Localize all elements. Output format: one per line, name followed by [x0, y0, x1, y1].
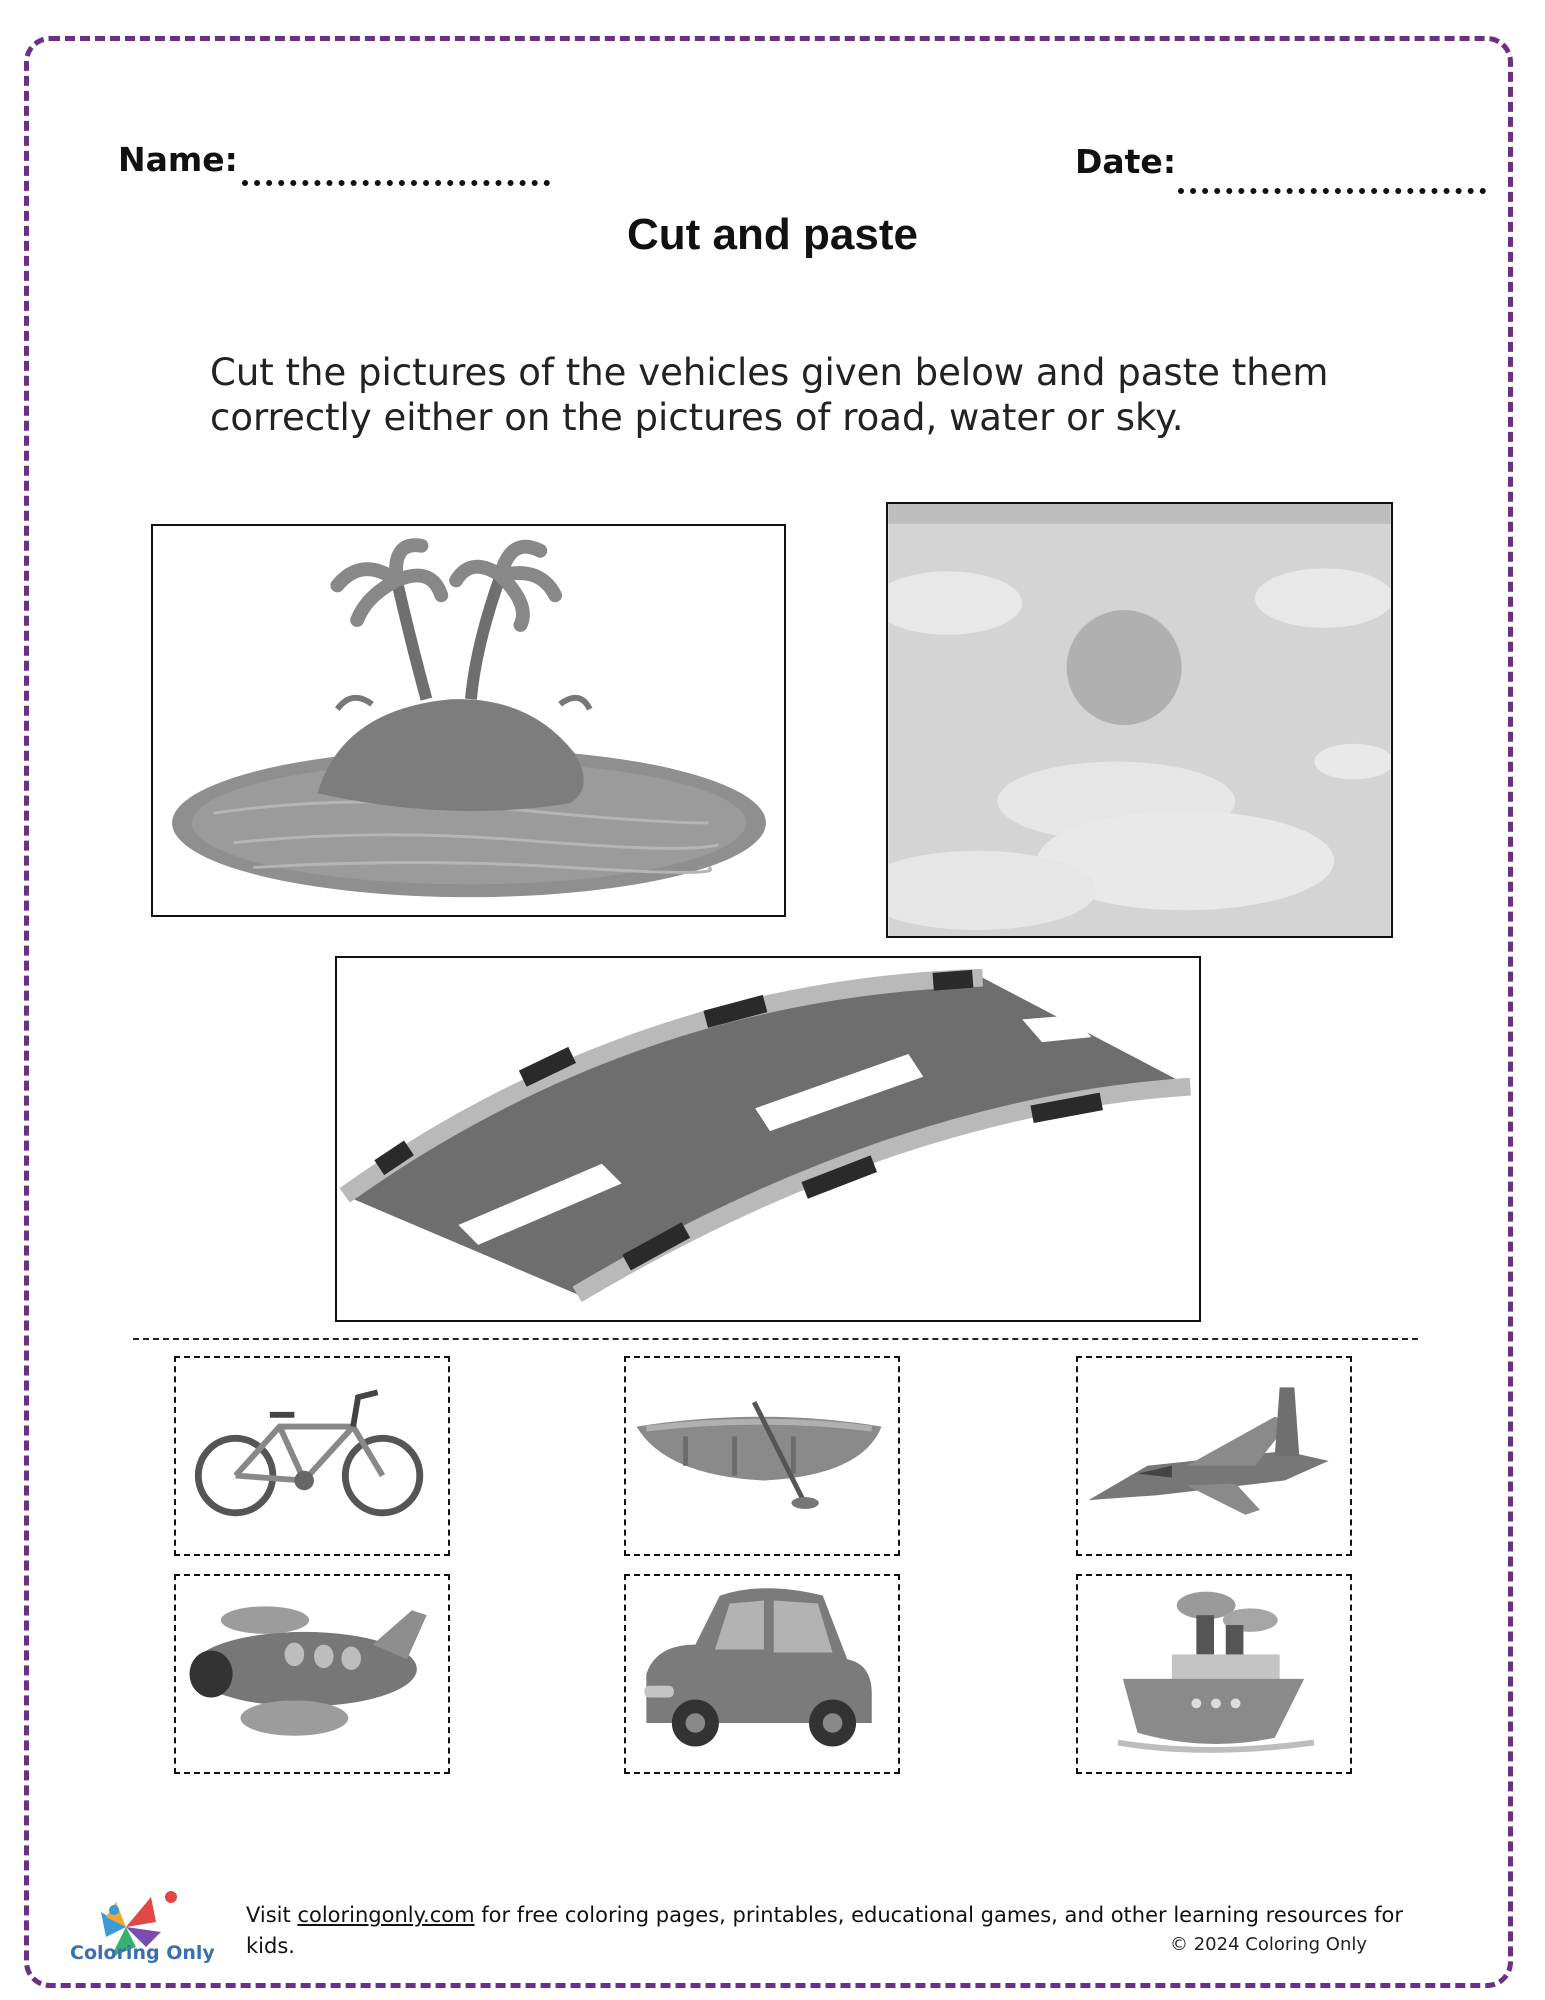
- toy-airplane-icon: [176, 1576, 448, 1772]
- footer-visit-prefix: Visit: [246, 1903, 298, 1927]
- water-scene: [151, 524, 786, 917]
- road-scene: [335, 956, 1201, 1322]
- copyright-text: © 2024 Coloring Only: [1170, 1934, 1368, 1955]
- footer-link[interactable]: coloringonly.com: [297, 1903, 475, 1927]
- logo-text: Coloring Only: [70, 1942, 215, 1964]
- page-title: Cut and paste: [627, 210, 918, 259]
- road-scene: [337, 958, 1199, 1320]
- cutout-boat[interactable]: [624, 1356, 900, 1556]
- footer-visit-suffix: for free coloring pages, printables, educational games, and other learning resources for kids.: [246, 1903, 1403, 1958]
- name-line[interactable]: [242, 180, 550, 186]
- cutout-ship[interactable]: [1076, 1574, 1352, 1774]
- cutout-airplane[interactable]: [174, 1574, 450, 1774]
- cutout-jet[interactable]: [1076, 1356, 1352, 1556]
- island-water-scene: [153, 526, 784, 915]
- date-label: Date:: [1075, 142, 1177, 181]
- sky-clouds-sun-scene: [888, 504, 1391, 936]
- bicycle-icon: [176, 1358, 448, 1554]
- car-icon: [626, 1576, 898, 1772]
- sky-scene: [886, 502, 1393, 938]
- cutout-car[interactable]: [624, 1574, 900, 1774]
- date-line[interactable]: [1178, 188, 1486, 194]
- instructions-text: Cut the pictures of the vehicles given below and paste them correctly either on the pictures of road, water or sky.: [210, 351, 1329, 439]
- steamship-icon: [1078, 1576, 1350, 1772]
- name-label: Name:: [118, 140, 238, 179]
- rowboat-icon: [626, 1358, 898, 1554]
- fighter-jet-icon: [1078, 1358, 1350, 1554]
- cutout-bicycle[interactable]: [174, 1356, 450, 1556]
- cut-line: [133, 1338, 1418, 1340]
